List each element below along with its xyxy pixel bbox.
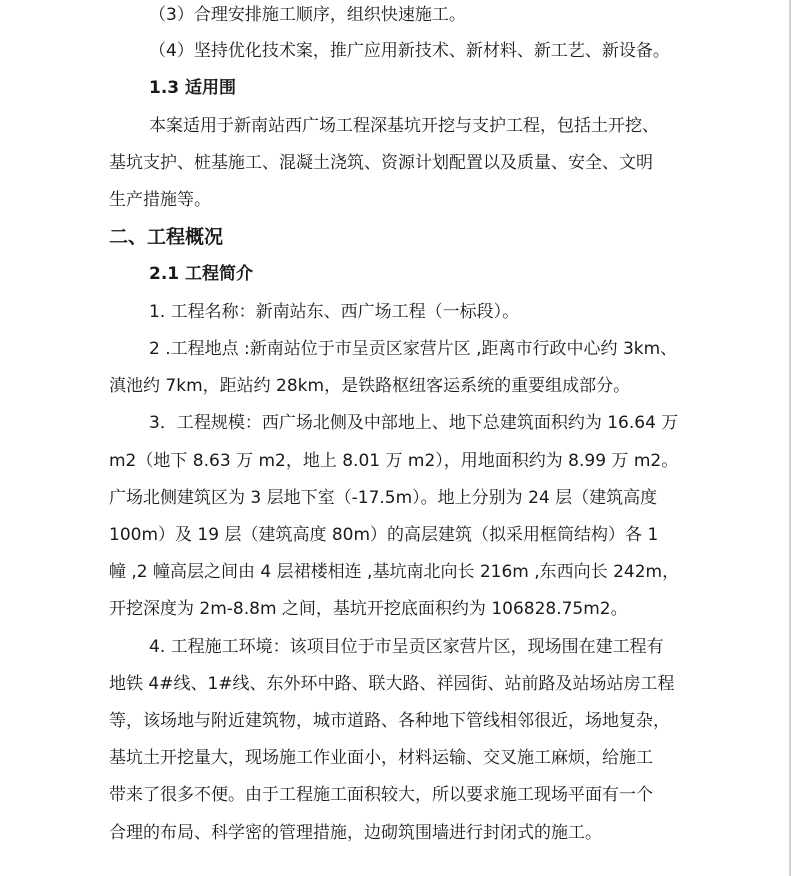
text-line: 开挖深度为 2m-8.8m 之间，基坑开挖底面积约为 106828.75m2。 <box>109 599 628 619</box>
text-line: 广场北侧建筑区为 3 层地下室（-17.5m）。地上分别为 24 层（建筑高度 <box>109 488 658 508</box>
text-line: m2（地下 8.63 万 m2，地上 8.01 万 m2），用地面积约为 8.99 万 m2。 <box>109 451 679 471</box>
text-line: 滇池约 7km，距站约 28km，是铁路枢纽客运系统的重要组成部分。 <box>109 376 631 396</box>
text-line: 2 .工程地点 :新南站位于市呈贡区家营片区 ,距离市行政中心约 3km、 <box>149 339 678 359</box>
text-line: 合理的布局、科学密的管理措施，边砌筑围墙进行封闭式的施工。 <box>109 823 602 843</box>
text-line: 生产措施等。 <box>109 190 211 210</box>
text-line: （4）坚持优化技术案，推广应用新技术、新材料、新工艺、新设备。 <box>149 41 670 61</box>
section-heading-1-3: 1.3 适用围 <box>149 78 237 98</box>
text-line: 等，该场地与附近建筑物，城市道路、各种地下管线相邻很近，场地复杂， <box>109 711 670 731</box>
section-heading-2-1: 2.1 工程简介 <box>149 264 254 284</box>
text-line: 4. 工程施工环境：该项目位于市呈贡区家营片区，现场围在建工程有 <box>149 637 664 657</box>
text-line: 1. 工程名称：新南站东、西广场工程（一标段）。 <box>149 302 520 322</box>
text-line: 基坑土开挖量大，现场施工作业面小，材料运输、交叉施工麻烦，给施工 <box>109 748 653 768</box>
chapter-heading-2: 二、工程概况 <box>109 226 224 248</box>
text-line: 3．工程规模：西广场北侧及中部地上、地下总建筑面积约为 16.64 万 <box>149 413 679 433</box>
text-line: 带来了很多不便。由于工程施工面积较大，所以要求施工现场平面有一个 <box>109 785 653 805</box>
text-line: 基坑支护、桩基施工、混凝土浇筑、资源计划配置以及质量、安全、文明 <box>109 153 653 173</box>
text-line: 地铁 4#线、1#线、东外环中路、联大路、祥园街、站前路及站场站房工程 <box>109 674 675 694</box>
text-line: （3）合理安排施工顺序，组织快速施工。 <box>149 5 466 25</box>
text-line: 幢 ,2 幢高层之间由 4 层裙楼相连 ,基坑南北向长 216m ,东西向长 242m， <box>109 562 680 582</box>
text-line: 100m）及 19 层（建筑高度 80m）的高层建筑（拟采用框筒结构）各 1 <box>109 525 659 545</box>
text-line: 本案适用于新南站西广场工程深基坑开挖与支护工程，包括土开挖、 <box>149 116 659 136</box>
